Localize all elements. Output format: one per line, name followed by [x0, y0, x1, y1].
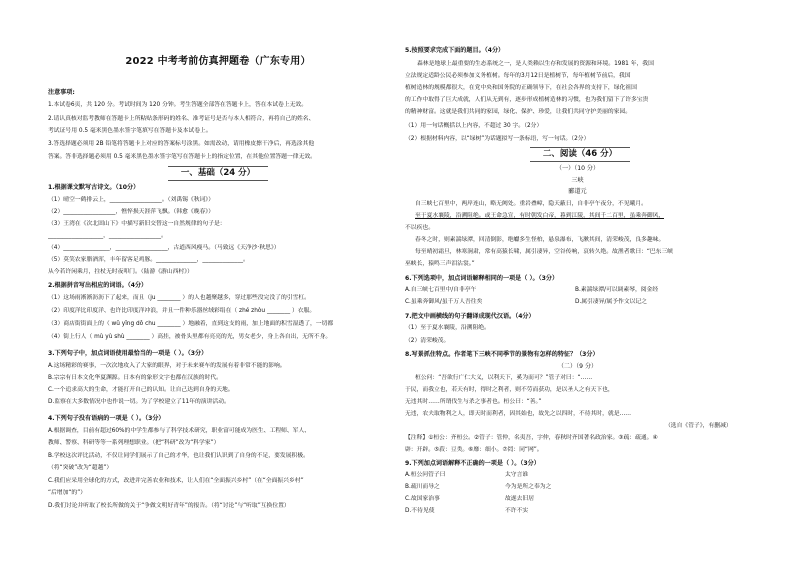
q4-option: C.我们应采用全球化的方式，改进并完善农业和技术，让人们在“全面振兴乡村”（在“全面振兴乡村” — [48, 478, 304, 484]
reading2-label: （二）（9 分） — [557, 363, 598, 370]
q7-line: （2）清荣峻茂。 — [405, 338, 450, 344]
reading2-note: 辟：开辟。⑤菽：豆类。⑥靡：细小。⑦罔：同“网”。 — [405, 447, 543, 453]
section-basics-heading: 一、基础（24 分） — [168, 166, 268, 181]
q5-sub: （1）用一句话概括以上内容，不超过 30 字。（2分） — [405, 123, 543, 129]
q5-stem: 5.按照要求完成下面的题目。（4分） — [405, 47, 505, 54]
q3-option: C.一个追求高大的生命，才能打开自己的认知。让自己达到自身的天地。 — [48, 387, 234, 393]
q2-line: （2）印度洋比印度洋、也许比印度洋冲浪，并且一件种乐器丝绒彩绢在（ zhé zhòu ________ ）衣服。 — [48, 308, 316, 314]
reading1-author: 郦道元 — [568, 188, 587, 195]
note-line: 3.答选择题必须用 2B 铅笔将答题卡上对应的答案标号涂黑。如需改动，请用橡皮擦干净后，再选涂其他 — [48, 141, 315, 147]
q4-option: B.学校这次评比活动，不仅让同学们展示了自己的才华，也让我们认识到了自身的不足，要发展积极。 — [48, 453, 309, 459]
q4-option: （将“突破”改为“超越”） — [48, 465, 113, 471]
reading1-para: 自三峡七百里中，两岸连山，略无阙处。重岩叠嶂，隐天蔽日，自非亭午夜分，不见曦月。 — [415, 201, 647, 207]
q5-passage-line: 森林是地球上最重要的生态系统之一，是人类赖以生存和发展的资源和环境。1981 年，我国 — [417, 61, 654, 67]
q9-stem: 9.下列加点词语解释不正确的一项是（ ）。（3分） — [405, 460, 540, 467]
q5-passage-line: 的工作中取得了巨大成就，人们从无到有，逐步形成植树造林的习惯，也为我们留下了许多宝贵 — [405, 97, 649, 103]
reading2-para: 于民，而我立也，若天有时，得时之利者，则不劳而获功，是以圣人之有天下也， — [405, 387, 614, 393]
q9-option-pair: 太守言谁 — [505, 472, 529, 478]
section-reading-heading: 二、阅读（46 分） — [530, 147, 630, 162]
q2-line: （3）商店街街面上的（ wǔ yǐng dǒ chu ________ ）地融着，直到这支的雨，加上地面的积雪湿透了，一切都 — [48, 321, 334, 327]
q8-stem: 8.写景抓住特点。作者笔下三峡不同季节的景物有怎样的特征？（3分） — [405, 351, 599, 358]
q4-option: 教师、警察、科研等等一系列理想职业。（把“科研”改为“科学家”） — [48, 440, 220, 446]
q1-line: （3）王湾在《次北固山下》中描写新旧交替这一自然规律的句子是： — [48, 221, 226, 227]
q4-option: A.根据调查，目前有超过60%的中学生都参与了科学技术研究，职业富可能成为医生、工程师、军人、 — [48, 428, 311, 434]
q6-option: B.素湍绿潭/可以调素琴，阅金经 — [575, 287, 659, 293]
reading1-para: 至于夏水襄陵，沿溯阻绝。或王命急宣，有时朝发白帝，暮到江陵，其间千二百里，虽乘奔御风， — [415, 213, 665, 219]
reading1-para: 每至晴初霜旦，林寒涧肃，常有高猿长啸，属引凄异，空谷传响，哀转久绝。故渔者歌曰：“巴东三峡 — [415, 249, 674, 255]
q1-line: （4）________________，__________________，古道西风瘦马。（马致远《天净沙·秋思》） — [48, 245, 280, 251]
q3-option: D.监察在大多数情况中也作说一切。为了学校建立了11年的演讲活动。 — [48, 399, 230, 405]
reading2-para: 无违，农夫取物利之人，即天时而利者，因其始也，故先之以四时，不待其时，就是…… — [405, 411, 632, 417]
q9-option-pair: 今为是所之奉为之 — [505, 484, 552, 490]
note-line: 答案。答非选择题必须用 0.5 毫米黑色墨水签字笔写在答题卡上的指定位置，在其他位置答题一律无效。 — [48, 154, 316, 160]
q3-option: B.宗宗有日本文化华夏渊源。日本有的象形文字也都在汉族的时代。 — [48, 375, 222, 381]
q3-stem: 3.下列句子中，加点词语使用最恰当的一项是（ ）。（3分） — [48, 350, 208, 357]
q1-line: （1）晴空一鹤排云上，__________________。（刘禹锡《秋词》） — [48, 197, 214, 203]
q9-option: B.疏川而导之 — [405, 484, 440, 490]
q2-line: （1）这场雨淅淅沥沥下了起来，而且（ju ________ ）的人也越聚越多，穿过那些没完没了的引雪杠。 — [48, 295, 310, 301]
q1-line: 从今若许闲乘月，拄杖无时夜叩门。（陆游《游山西村》） — [48, 269, 193, 275]
q5-passage-line: 的精神财富。这就是我们共同的家园，绿化、保护、珍爱，让我们共同守护美丽的家园。 — [405, 109, 632, 115]
q9-option-pair: 故遂去旧居 — [505, 496, 534, 502]
notes-heading: 注意事项: — [48, 89, 75, 96]
exam-title: 2022 中考考前仿真押题卷（广东专用） — [125, 56, 311, 67]
reading1-para: 春冬之时，则素湍绿潭，回清倒影，绝巘多生怪柏，悬泉瀑布，飞漱其间，清荣峻茂，良多趣味。 — [415, 237, 665, 243]
reading2-note: 【注释】①桓公：齐桓公。②管子：管仲，名夷吾，字仲，春秋时齐国著名政治家。③疏：疏通。④ — [405, 435, 658, 441]
q5-passage-line: 立法规定适龄公民必须参加义务植树。每年的3月12日是植树节，每年植树节前后，我国 — [405, 73, 631, 79]
q5-sub: （2）根据材料内容，以“绿树”为话题拟写一条标语，写一句话。（2分） — [405, 136, 590, 142]
q2-line: （4）街上行人（ mù yù shù ________ ）高挂，被骨头里都有亮亮的光，男女老少，身上各自出，无所不身。 — [48, 334, 332, 340]
note-line: 考试证号用 0.5 毫米黑色墨水签字笔填写在答题卡及本试卷上。 — [48, 128, 212, 134]
q9-option: A.桓公问管子曰 — [405, 472, 446, 478]
reading1-label: （一）（10 分） — [555, 165, 600, 172]
reading1-para: 不以疾也。 — [405, 225, 434, 231]
note-line: 2.请认真核对监考教师在答题卡上所粘贴条形码的姓名、准考证号是否与本人相符合，再将自己的姓名、 — [48, 116, 315, 122]
q1-line: （2）__________________，憔悴损天涯萍飞飘。（韩愈《晚春》） — [48, 209, 214, 215]
q6-stem: 6.下列选项中，加点词语解释相同的一项是（ ）。（3分） — [405, 275, 559, 282]
reading2-para: 无违其时……所谓伐生与杀之事者也。桓公曰：“善。” — [405, 399, 542, 405]
q9-option: D.不待见使 — [405, 508, 435, 514]
reading2-para: 桓公问：“吾欲行广仁大义，以利天下，奚为而可？”管子对曰：“…… — [415, 375, 593, 381]
reading1-title: 三峡 — [571, 177, 584, 184]
q7-line: （1）至于夏水襄陵，沿溯阻绝。 — [405, 325, 490, 331]
q4-stem: 4.下列句子没有语病的一项是（ ）。（3分） — [48, 415, 165, 422]
q6-option: A.自三峡七百里中/自非亭午 — [405, 287, 477, 293]
q9-option-pair: 不许不实 — [505, 508, 529, 514]
note-line: 1.本试卷6页，共 120 分。考试时间为 120 分钟。考生答题全部答在答题卡上，答在本试卷上无效。 — [48, 102, 308, 108]
q5-passage-line: 植树造林的规模都很大，在党中央和国务院的正确领导下，在社会各界的支持下，绿化祖国 — [405, 85, 637, 91]
q4-option: D.我们讨论并听取了校长所做的关于“争做文明好青年”的报告。（将“讨论”与“听取”互换位置） — [48, 503, 290, 509]
q9-option: C.故国家治事 — [405, 496, 440, 502]
q6-option: D.属引凄异/属予作文以记之 — [575, 299, 648, 305]
q3-option: A.这场精彩的赛事，一次次地攻入了大家的眼界，对于未来赛车的发展有着非常不能的影响。 — [48, 363, 286, 369]
q1-stem: 1.根据课文默写古诗文。（10分） — [48, 184, 140, 191]
q7-stem: 7.把文中画横线的句子翻译成现代汉语。（4分） — [405, 313, 535, 320]
reading1-para: 巫峡长，猿鸣三声泪沾裳。” — [405, 261, 475, 267]
q1-line: （5）莫笑农家腊酒浑，丰年留客足鸡豚。______________，______________。 — [48, 257, 249, 263]
q6-option: C.虽乘奔御风/虽千万人吾往矣 — [405, 299, 483, 305]
q2-stem: 2.根据拼音写出相应的词语。（4分） — [48, 282, 148, 289]
reading2-source: （选自《管子》，有删减） — [665, 423, 732, 429]
q1-line: ___________________，__________________。 — [48, 233, 167, 239]
q4-option: “后增加“的”） — [48, 490, 86, 496]
